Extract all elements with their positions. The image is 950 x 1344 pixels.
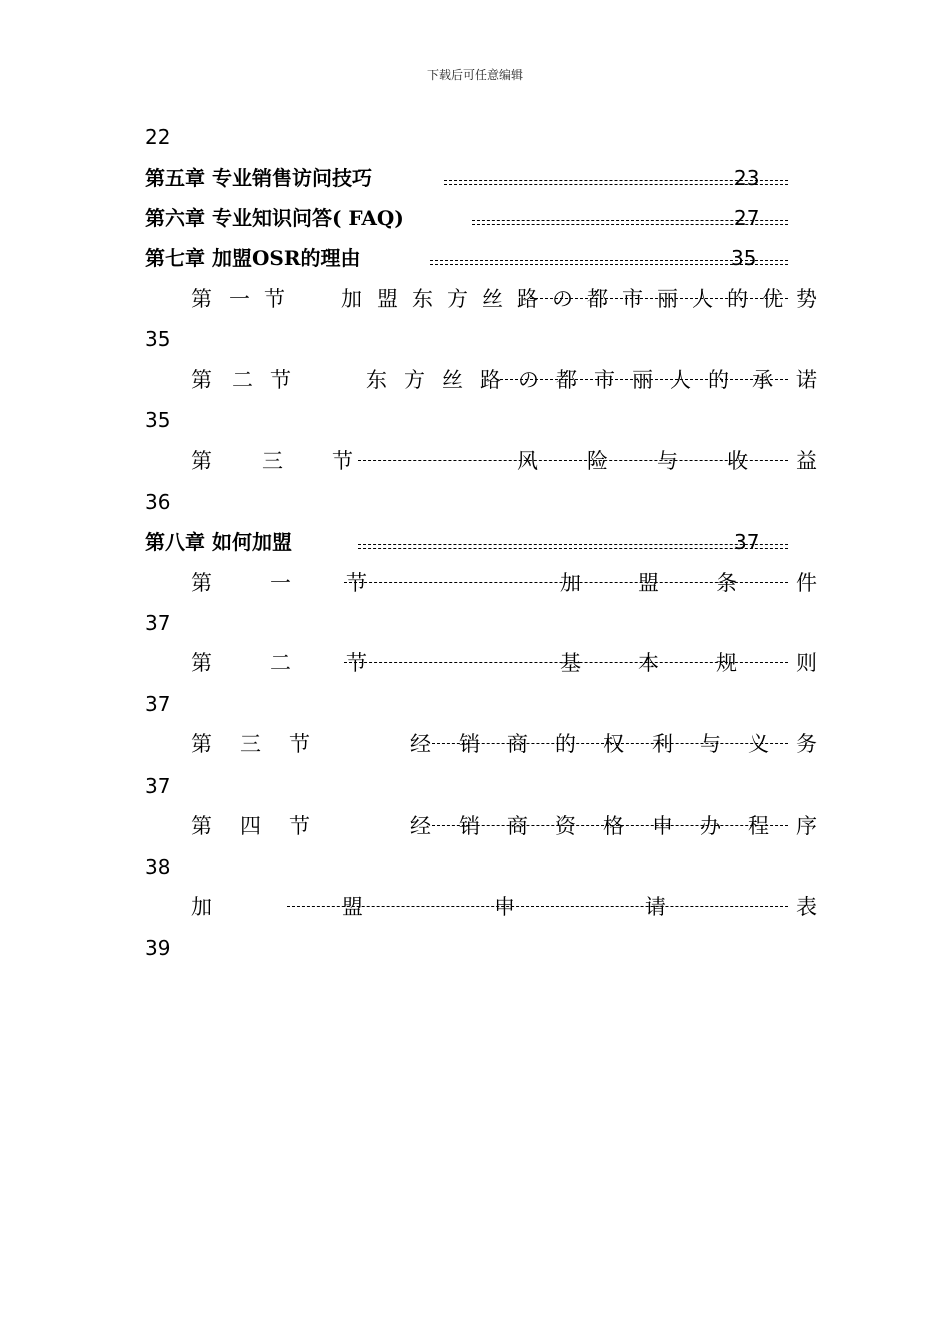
toc-entry-ch8-section-1[interactable] [0, 568, 950, 598]
toc-entry-ch8-section-2[interactable] [0, 648, 950, 678]
toc-char: 市 [594, 368, 615, 392]
toc-char: 四 [240, 814, 261, 838]
toc-char: 市 [622, 287, 643, 311]
toc-entry-ch7-section-1[interactable] [0, 284, 950, 314]
toc-char: 第 [191, 287, 212, 311]
toc-page-number-line [0, 852, 950, 882]
toc-char: 权 [603, 732, 624, 756]
toc-char: 第 [191, 368, 212, 392]
toc-char: 盟 [342, 895, 363, 919]
toc-char: 节 [346, 651, 367, 675]
toc-char: 东 [366, 368, 387, 392]
toc-entry-chapter-6[interactable] [0, 203, 950, 233]
toc-char: 方 [404, 368, 425, 392]
toc-char: 承 [752, 368, 773, 392]
toc-entry-ch7-section-2[interactable] [0, 365, 950, 395]
toc-entry-chapter-5[interactable] [0, 163, 950, 193]
toc-chapter-page: 27 [734, 206, 760, 230]
toc-char: 程 [748, 814, 769, 838]
toc-chapter-title: 第七章 加盟OSR的理由 [145, 246, 361, 270]
toc-char: 丝 [482, 287, 503, 311]
toc-chapter-page: 35 [731, 246, 757, 270]
toc-char: 二 [232, 368, 253, 392]
toc-char: 丽 [657, 287, 678, 311]
toc-char: 丽 [632, 368, 653, 392]
toc-entry-chapter-8[interactable] [0, 527, 950, 557]
toc-char: 经 [410, 814, 431, 838]
toc-char: 销 [459, 732, 480, 756]
toc-char: 第 [191, 814, 212, 838]
toc-char: 人 [670, 368, 691, 392]
toc-char: 节 [270, 368, 291, 392]
toc-char: 规 [716, 651, 737, 675]
toc-char: 表 [796, 895, 817, 919]
toc-char: 加 [560, 571, 581, 595]
toc-char: 加 [341, 287, 362, 311]
toc-char: 本 [638, 651, 659, 675]
toc-entry-chapter-7[interactable] [0, 243, 950, 273]
toc-char: 利 [652, 732, 673, 756]
toc-char: 丝 [442, 368, 463, 392]
toc-entry-ch7-section-3[interactable] [0, 446, 950, 476]
toc-char: 务 [796, 732, 817, 756]
toc-char: 的 [727, 287, 748, 311]
toc-char: の [518, 368, 539, 392]
toc-page-number-line [0, 405, 950, 435]
toc-char: 第 [191, 651, 212, 675]
toc-char: 办 [700, 814, 721, 838]
toc-char: 三 [262, 449, 283, 473]
toc-char: 第 [191, 571, 212, 595]
toc-chapter-title: 第五章 专业销售访问技巧 [145, 166, 372, 190]
toc-char: 益 [796, 449, 817, 473]
toc-char: 三 [240, 732, 261, 756]
toc-page-number-line [0, 771, 950, 801]
toc-page-number-line [0, 487, 950, 517]
toc-char: 节 [264, 287, 285, 311]
toc-page-number: 36 [145, 490, 171, 514]
toc-char: 基 [560, 651, 581, 675]
toc-char: 申 [652, 814, 673, 838]
toc-char: 路 [480, 368, 501, 392]
toc-char: 节 [289, 814, 310, 838]
toc-char: 与 [657, 449, 678, 473]
toc-page-number-line [0, 608, 950, 638]
toc-char: の [552, 287, 573, 311]
toc-page-number-line [0, 689, 950, 719]
page-header-note: 下载后可任意编辑 [426, 68, 523, 82]
toc-char: 资 [555, 814, 576, 838]
toc-page-number-line [0, 122, 950, 152]
toc-char: 方 [447, 287, 468, 311]
toc-chapter-page: 23 [734, 166, 760, 190]
toc-page-number-line [0, 933, 950, 963]
toc-char: 第 [191, 732, 212, 756]
toc-char: 东 [412, 287, 433, 311]
toc-char: 势 [796, 287, 817, 311]
toc-char: 诺 [796, 368, 817, 392]
toc-char: 则 [796, 651, 817, 675]
toc-page-number: 37 [145, 774, 171, 798]
toc-char: 风 [517, 449, 538, 473]
toc-char: 人 [692, 287, 713, 311]
toc-char: 一 [229, 287, 250, 311]
toc-page-number: 37 [145, 692, 171, 716]
toc-char: 的 [708, 368, 729, 392]
toc-page-number: 35 [145, 408, 171, 432]
toc-char: 商 [507, 732, 528, 756]
toc-entry-ch8-section-4[interactable] [0, 811, 950, 841]
toc-char: 的 [555, 732, 576, 756]
toc-char: 都 [587, 287, 608, 311]
toc-char: 与 [700, 732, 721, 756]
toc-char: 险 [587, 449, 608, 473]
toc-page-number: 35 [145, 327, 171, 351]
toc-char: 商 [507, 814, 528, 838]
toc-char: 节 [332, 449, 353, 473]
toc-char: 节 [289, 732, 310, 756]
toc-char: 销 [459, 814, 480, 838]
toc-char: 一 [270, 571, 291, 595]
toc-page-number-line [0, 324, 950, 354]
toc-char: 格 [603, 814, 624, 838]
toc-leader [358, 544, 788, 549]
toc-page-number: 22 [145, 125, 171, 149]
toc-entry-ch8-section-3[interactable] [0, 729, 950, 759]
toc-char: 盟 [638, 571, 659, 595]
toc-entry-application-form[interactable] [0, 892, 950, 922]
toc-char: 条 [716, 571, 737, 595]
toc-char: 盟 [377, 287, 398, 311]
toc-chapter-page: 37 [734, 530, 760, 554]
toc-char: 路 [517, 287, 538, 311]
toc-char: 都 [556, 368, 577, 392]
toc-leader [358, 460, 788, 461]
toc-char: 第 [191, 449, 212, 473]
toc-char: 请 [645, 895, 666, 919]
toc-char: 件 [796, 571, 817, 595]
toc-chapter-title: 第六章 专业知识问答( FAQ) [145, 206, 404, 230]
toc-page-number: 37 [145, 611, 171, 635]
toc-char: 经 [410, 732, 431, 756]
toc-char: 节 [346, 571, 367, 595]
toc-page-number: 38 [145, 855, 171, 879]
toc-char: 加 [191, 895, 212, 919]
toc-char: 序 [796, 814, 817, 838]
toc-chapter-title: 第八章 如何加盟 [145, 530, 292, 554]
toc-char: 优 [762, 287, 783, 311]
toc-char: 收 [727, 449, 748, 473]
toc-char: 二 [270, 651, 291, 675]
toc-page-number: 39 [145, 936, 171, 960]
toc-char: 义 [748, 732, 769, 756]
toc-char: 申 [494, 895, 515, 919]
